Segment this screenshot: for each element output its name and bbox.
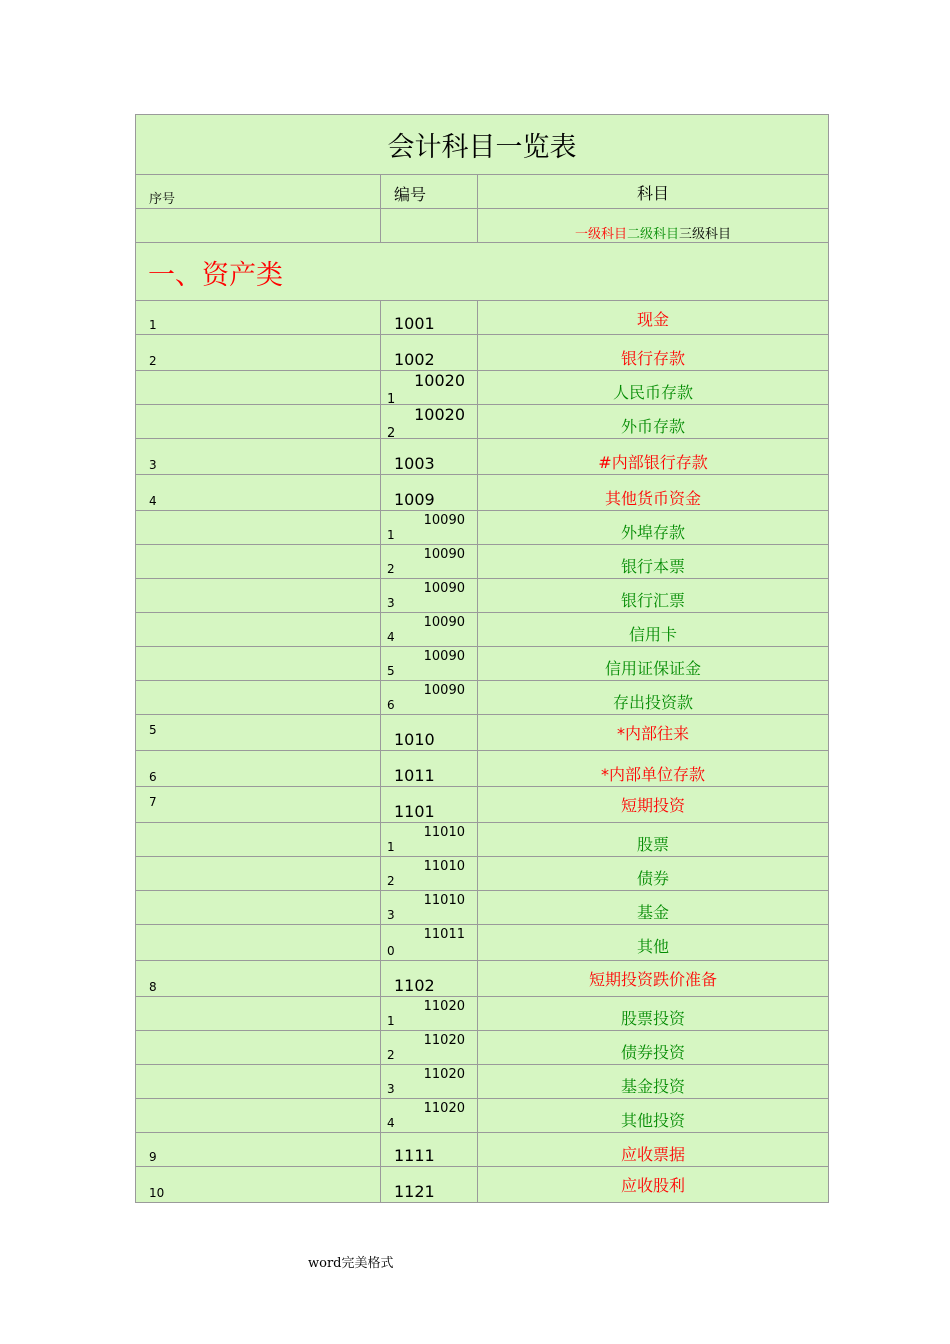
row-code-part: 1 — [387, 840, 395, 854]
code-cell — [381, 1167, 478, 1203]
subject-cell — [478, 439, 829, 475]
row-code-part: 2 — [387, 874, 395, 888]
row-code-part: 10090 — [423, 581, 465, 596]
subject-cell — [478, 823, 829, 857]
row-code: 1001 — [394, 314, 435, 333]
level2-subject: 银行本票 — [621, 557, 686, 576]
subject-cell — [478, 891, 829, 925]
level2-subject: 债券投资 — [621, 1043, 686, 1062]
row-seq: 5 — [149, 723, 157, 737]
seq-cell — [136, 961, 381, 997]
table-row — [136, 715, 829, 751]
subject-cell — [478, 751, 829, 787]
legend-level3: 三级科目 — [679, 227, 732, 242]
subject-cell — [478, 335, 829, 371]
row-code-part: 10020 — [414, 405, 465, 424]
subject-cell — [478, 545, 829, 579]
legend-empty-cell — [136, 209, 381, 243]
seq-cell — [136, 405, 381, 439]
row-seq: 4 — [149, 494, 157, 508]
header-seq: 序号 — [149, 192, 176, 207]
code-cell — [381, 751, 478, 787]
row-code-part: 2 — [387, 426, 396, 439]
row-seq: 9 — [149, 1150, 157, 1164]
table-row — [136, 613, 829, 647]
code-cell — [381, 787, 478, 823]
seq-cell — [136, 371, 381, 405]
subject-cell — [478, 511, 829, 545]
header-seq-cell — [136, 175, 381, 209]
table-row — [136, 301, 829, 335]
seq-cell — [136, 1099, 381, 1133]
row-code-part: 1 — [387, 1014, 395, 1028]
seq-cell — [136, 715, 381, 751]
level2-subject: 基金投资 — [621, 1077, 686, 1096]
code-cell — [381, 335, 478, 371]
row-code-part: 4 — [387, 630, 395, 644]
level2-subject: 股票 — [637, 835, 670, 854]
level1-subject: 应收票据 — [621, 1145, 686, 1164]
table-row — [136, 751, 829, 787]
table-row — [136, 925, 829, 961]
code-cell — [381, 715, 478, 751]
table-row — [136, 857, 829, 891]
row-seq: 2 — [149, 354, 157, 368]
subject-cell — [478, 475, 829, 511]
subject-cell — [478, 857, 829, 891]
level1-subject: *内部单位存款 — [601, 765, 706, 784]
row-code-part: 11020 — [423, 1101, 465, 1116]
table-row — [136, 371, 829, 405]
row-code: 1009 — [394, 490, 435, 509]
legend-level1: 一级科目 — [574, 227, 627, 242]
table-row — [136, 647, 829, 681]
level1-subject: *内部往来 — [617, 724, 690, 743]
table-row — [136, 823, 829, 857]
code-cell — [381, 925, 478, 961]
code-cell — [381, 613, 478, 647]
category-label: 一、资产类 — [148, 260, 283, 291]
subject-cell — [478, 579, 829, 613]
seq-cell — [136, 647, 381, 681]
subject-cell — [478, 1133, 829, 1167]
row-code-part: 0 — [387, 944, 395, 958]
level2-subject: 外埠存款 — [621, 523, 686, 542]
row-seq: 6 — [149, 770, 157, 784]
level2-subject: 人民币存款 — [613, 383, 694, 402]
table-row — [136, 1167, 829, 1203]
row-code-part: 2 — [387, 1048, 395, 1062]
level2-subject: 信用证保证金 — [605, 659, 702, 678]
header-row — [136, 175, 829, 209]
row-code-part: 6 — [387, 698, 395, 712]
level2-subject: 其他 — [637, 937, 670, 956]
header-code: 编号 — [394, 185, 427, 204]
row-code: 1111 — [394, 1146, 435, 1165]
seq-cell — [136, 1065, 381, 1099]
seq-cell — [136, 613, 381, 647]
seq-cell — [136, 439, 381, 475]
row-seq: 7 — [149, 795, 157, 809]
table-row — [136, 579, 829, 613]
header-subject: 科目 — [637, 184, 670, 203]
level2-subject: 股票投资 — [621, 1009, 686, 1028]
row-code-part: 10090 — [423, 547, 465, 562]
row-code-part: 11010 — [423, 859, 465, 874]
row-code: 1101 — [394, 802, 435, 821]
legend-level2: 二级科目 — [627, 227, 680, 242]
table-row — [136, 475, 829, 511]
level1-subject: 应收股利 — [621, 1176, 686, 1195]
seq-cell — [136, 475, 381, 511]
level2-subject: 信用卡 — [629, 625, 678, 644]
level1-subject: 短期投资 — [621, 796, 686, 815]
row-code-part: 11020 — [423, 1067, 465, 1082]
code-cell — [381, 1065, 478, 1099]
level1-subject: 短期投资跌价准备 — [589, 970, 718, 989]
table-row — [136, 1031, 829, 1065]
row-seq: 1 — [149, 318, 157, 332]
seq-cell — [136, 681, 381, 715]
legend-row — [136, 209, 829, 243]
seq-cell — [136, 1167, 381, 1203]
page-title: 会计科目一览表 — [136, 115, 829, 175]
row-code-part: 3 — [387, 1082, 395, 1096]
row-code: 1002 — [394, 350, 435, 369]
code-cell — [381, 681, 478, 715]
level2-subject: 存出投资款 — [613, 693, 694, 712]
header-subject-cell — [478, 175, 829, 209]
table-row — [136, 1133, 829, 1167]
row-code-part: 1 — [387, 528, 395, 542]
subject-cell — [478, 925, 829, 961]
subject-cell — [478, 997, 829, 1031]
code-cell — [381, 371, 478, 405]
subject-cell — [478, 961, 829, 997]
row-code: 1102 — [394, 976, 435, 995]
seq-cell — [136, 1031, 381, 1065]
subject-cell — [478, 787, 829, 823]
table-row — [136, 1065, 829, 1099]
footer-note: word完美格式 — [308, 1256, 394, 1271]
seq-cell — [136, 891, 381, 925]
account-table — [135, 114, 829, 1203]
header-code-cell — [381, 175, 478, 209]
table-row — [136, 681, 829, 715]
subject-cell — [478, 1031, 829, 1065]
level-legend — [478, 223, 828, 242]
subject-cell — [478, 1065, 829, 1099]
row-code-part: 11020 — [423, 999, 465, 1014]
title-row — [136, 115, 829, 175]
category-cell — [136, 243, 829, 301]
code-cell — [381, 1099, 478, 1133]
code-cell — [381, 997, 478, 1031]
legend-empty-cell — [381, 209, 478, 243]
seq-cell — [136, 751, 381, 787]
table-row — [136, 405, 829, 439]
table-row — [136, 439, 829, 475]
code-cell — [381, 961, 478, 997]
subject-cell — [478, 1099, 829, 1133]
table-row — [136, 545, 829, 579]
category-row — [136, 243, 829, 301]
row-code: 1010 — [394, 730, 435, 749]
row-code: 1121 — [394, 1182, 435, 1201]
code-cell — [381, 301, 478, 335]
row-code-part: 10090 — [423, 615, 465, 630]
row-code-part: 11011 — [423, 927, 465, 942]
seq-cell — [136, 579, 381, 613]
table-row — [136, 891, 829, 925]
row-code: 1011 — [394, 766, 435, 785]
row-code-part: 1 — [387, 392, 396, 405]
code-cell — [381, 1031, 478, 1065]
code-cell — [381, 823, 478, 857]
subject-cell — [478, 301, 829, 335]
seq-cell — [136, 511, 381, 545]
row-code-part: 11010 — [423, 893, 465, 908]
level1-subject: 银行存款 — [621, 349, 686, 368]
row-code-part: 10090 — [423, 683, 465, 698]
row-seq: 3 — [149, 458, 157, 472]
code-cell — [381, 647, 478, 681]
subject-cell — [478, 1167, 829, 1203]
table-row — [136, 961, 829, 997]
code-cell — [381, 857, 478, 891]
row-seq: 8 — [149, 980, 157, 994]
row-code-part: 10090 — [423, 649, 465, 664]
level1-subject: #内部银行存款 — [598, 453, 708, 472]
level1-subject: 现金 — [637, 310, 670, 329]
row-code-part: 11010 — [423, 825, 465, 840]
row-code-part: 11020 — [423, 1033, 465, 1048]
table-row — [136, 511, 829, 545]
seq-cell — [136, 335, 381, 371]
table-row — [136, 787, 829, 823]
code-cell — [381, 439, 478, 475]
subject-cell — [478, 371, 829, 405]
seq-cell — [136, 1133, 381, 1167]
level2-subject: 外币存款 — [621, 417, 686, 436]
row-code-part: 2 — [387, 562, 395, 576]
table-row — [136, 1099, 829, 1133]
table-row — [136, 997, 829, 1031]
seq-cell — [136, 301, 381, 335]
row-code-part: 10090 — [423, 513, 465, 528]
legend-cell — [478, 209, 829, 243]
code-cell — [381, 405, 478, 439]
subject-cell — [478, 647, 829, 681]
seq-cell — [136, 545, 381, 579]
code-cell — [381, 579, 478, 613]
row-seq: 10 — [149, 1186, 165, 1200]
subject-cell — [478, 715, 829, 751]
code-cell — [381, 475, 478, 511]
seq-cell — [136, 857, 381, 891]
code-cell — [381, 511, 478, 545]
seq-cell — [136, 787, 381, 823]
code-cell — [381, 1133, 478, 1167]
level2-subject: 基金 — [637, 903, 670, 922]
seq-cell — [136, 997, 381, 1031]
row-code-part: 10020 — [414, 371, 465, 390]
seq-cell — [136, 823, 381, 857]
level2-subject: 银行汇票 — [621, 591, 686, 610]
level2-subject: 债券 — [637, 869, 670, 888]
subject-cell — [478, 681, 829, 715]
code-cell — [381, 545, 478, 579]
seq-cell — [136, 925, 381, 961]
row-code-part: 3 — [387, 596, 395, 610]
row-code: 1003 — [394, 454, 435, 473]
level2-subject: 其他投资 — [621, 1111, 686, 1130]
table-row — [136, 335, 829, 371]
row-code-part: 5 — [387, 664, 395, 678]
subject-cell — [478, 405, 829, 439]
level1-subject: 其他货币资金 — [605, 489, 702, 508]
code-cell — [381, 891, 478, 925]
row-code-part: 4 — [387, 1116, 395, 1130]
row-code-part: 3 — [387, 908, 395, 922]
subject-cell — [478, 613, 829, 647]
